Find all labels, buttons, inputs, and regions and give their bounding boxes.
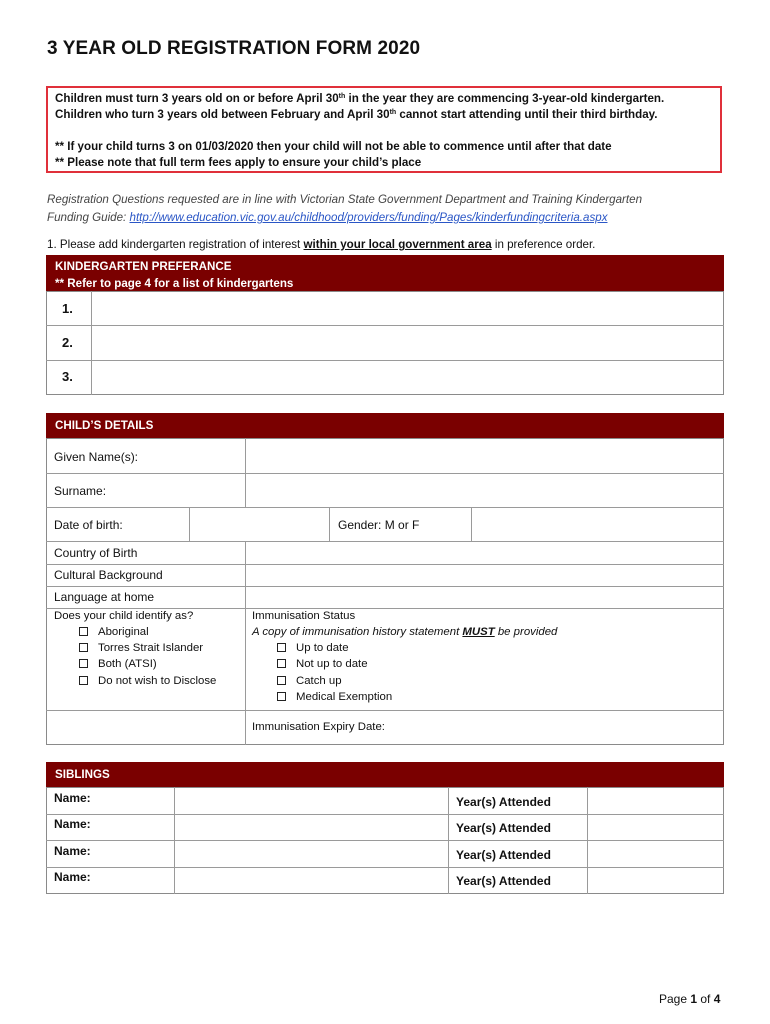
option-label: Aboriginal xyxy=(98,626,149,638)
kindergarten-header-note: ** Refer to page 4 for a list of kindergartens xyxy=(55,277,294,290)
eligibility-notice xyxy=(46,86,722,173)
question-1 xyxy=(47,238,595,251)
total-pages: 4 xyxy=(713,992,721,1006)
option-label: Not up to date xyxy=(296,658,368,670)
row-divider xyxy=(46,710,724,711)
column-divider xyxy=(174,787,175,894)
column-divider xyxy=(587,787,588,894)
given-name-field[interactable] xyxy=(247,440,722,472)
gender-field[interactable] xyxy=(473,509,722,540)
immunisation-note-text: A copy of immunisation history statement xyxy=(252,626,463,638)
blank-cell xyxy=(48,712,244,744)
immunisation-note xyxy=(252,626,557,638)
sibling-3-years-label: Year(s) Attended xyxy=(456,848,551,862)
kindergarten-row-divider xyxy=(46,325,724,326)
option-label: Do not wish to Disclose xyxy=(98,675,217,687)
notice-line-1 xyxy=(55,92,664,105)
preference-2-label: 2. xyxy=(62,335,73,350)
row-divider xyxy=(46,608,724,609)
notice-line-2 xyxy=(55,108,657,121)
notice-line-1-text: Children must turn 3 years old on or before April 30 xyxy=(55,92,339,105)
notice-line-2-sup: th xyxy=(389,109,397,116)
identify-option-aboriginal[interactable] xyxy=(79,626,149,638)
surname-field[interactable] xyxy=(247,475,722,506)
sibling-1-years-label: Year(s) Attended xyxy=(456,795,551,809)
option-label: Both (ATSI) xyxy=(98,658,157,670)
immunisation-option-not-up-to-date[interactable] xyxy=(277,658,368,670)
sibling-3-name-field[interactable] xyxy=(176,842,447,866)
kindergarten-header-title: KINDERGARTEN PREFERANCE xyxy=(55,260,232,273)
date-of-birth-label: Date of birth: xyxy=(54,518,123,532)
date-of-birth-field[interactable] xyxy=(191,509,328,540)
preference-3-field[interactable] xyxy=(93,362,722,394)
row-divider xyxy=(46,507,724,508)
row-divider xyxy=(46,541,724,542)
checkbox[interactable] xyxy=(277,659,286,668)
sibling-1-name-label: Name: xyxy=(54,791,91,805)
siblings-header: SIBLINGS xyxy=(46,762,724,788)
current-page: 1 xyxy=(690,992,698,1006)
sibling-4-years-label: Year(s) Attended xyxy=(456,874,551,888)
checkbox[interactable] xyxy=(277,692,286,701)
row-divider xyxy=(46,564,724,565)
sibling-4-years-field[interactable] xyxy=(589,869,722,893)
cultural-background-label: Cultural Background xyxy=(54,568,163,582)
column-divider xyxy=(448,787,449,894)
identify-option-not-disclose[interactable] xyxy=(79,675,216,687)
page-prefix: Page xyxy=(659,992,691,1006)
country-of-birth-label: Country of Birth xyxy=(54,546,138,560)
question-1-suffix: in preference order. xyxy=(491,238,596,251)
given-name-label: Given Name(s): xyxy=(54,450,139,464)
immunisation-status-label: Immunisation Status xyxy=(252,610,356,622)
sibling-3-years-field[interactable] xyxy=(589,842,722,866)
immunisation-note-must: MUST xyxy=(462,626,495,638)
row-divider xyxy=(46,867,724,868)
immunisation-expiry-label: Immunisation Expiry Date: xyxy=(252,721,385,733)
checkbox[interactable] xyxy=(277,643,286,652)
checkbox[interactable] xyxy=(79,643,88,652)
row-divider xyxy=(46,586,724,587)
column-divider xyxy=(189,507,190,541)
sibling-2-years-field[interactable] xyxy=(589,816,722,839)
identify-option-both[interactable] xyxy=(79,658,157,670)
preference-1-label: 1. xyxy=(62,301,73,316)
notice-line-2-text: Children who turn 3 years old between February and April 30 xyxy=(55,108,390,121)
gender-label: Gender: M or F xyxy=(338,518,420,532)
notice-line-2-text-end: cannot start attending until their third birthday. xyxy=(396,108,658,121)
option-label: Medical Exemption xyxy=(296,691,393,703)
column-divider xyxy=(245,438,246,507)
preference-3-label: 3. xyxy=(62,369,73,384)
immunisation-option-medical-exemption[interactable] xyxy=(277,691,392,703)
page-number xyxy=(659,992,720,1006)
row-divider xyxy=(46,840,724,841)
sibling-3-name-label: Name: xyxy=(54,844,91,858)
notice-line-1-sup: th xyxy=(338,93,346,100)
cultural-background-field[interactable] xyxy=(247,566,722,585)
page-title: 3 YEAR OLD REGISTRATION FORM 2020 xyxy=(47,38,421,59)
option-label: Catch up xyxy=(296,675,342,687)
column-divider xyxy=(245,541,246,745)
sibling-2-years-label: Year(s) Attended xyxy=(456,821,551,835)
option-label: Torres Strait Islander xyxy=(98,642,204,654)
notice-line-3: ** If your child turns 3 on 01/03/2020 then your child will not be able to commence until after that date xyxy=(55,140,612,153)
kindergarten-header xyxy=(46,255,724,292)
immunisation-option-catch-up[interactable] xyxy=(277,675,342,687)
identify-question: Does your child identify as? xyxy=(54,610,194,622)
notice-line-4: ** Please note that full term fees apply to ensure your child’s place xyxy=(55,156,422,169)
sibling-1-name-field[interactable] xyxy=(176,789,447,813)
identify-option-torres-strait[interactable] xyxy=(79,642,203,654)
intro-line-1: Registration Questions requested are in line with Victorian State Government Department and Training Kindergarten xyxy=(47,193,643,206)
surname-label: Surname: xyxy=(54,484,107,498)
immunisation-option-up-to-date[interactable] xyxy=(277,642,349,654)
kindergarten-row-divider xyxy=(46,360,724,361)
country-of-birth-field[interactable] xyxy=(247,543,722,563)
immunisation-note-end: be provided xyxy=(494,626,558,638)
intro-line-2 xyxy=(47,211,608,224)
kindergarten-column-divider xyxy=(91,291,92,395)
sibling-2-name-field[interactable] xyxy=(176,816,447,839)
intro-prefix: Funding Guide: xyxy=(47,211,130,224)
funding-guide-link[interactable]: http://www.education.vic.gov.au/childhood/providers/funding/Pages/kinderfundingcriteria.aspx xyxy=(129,211,608,224)
column-divider xyxy=(329,507,330,541)
question-1-prefix: 1. Please add kindergarten registration of interest xyxy=(47,238,304,251)
child-details-header: CHILD’S DETAILS xyxy=(46,413,724,439)
row-divider xyxy=(46,814,724,815)
sibling-4-name-field[interactable] xyxy=(176,869,447,893)
sibling-1-years-field[interactable] xyxy=(589,789,722,813)
checkbox[interactable] xyxy=(79,627,88,636)
language-at-home-field[interactable] xyxy=(247,588,722,607)
sibling-2-name-label: Name: xyxy=(54,817,91,831)
option-label: Up to date xyxy=(296,642,349,654)
notice-line-1-text-end: in the year they are commencing 3-year-old kindergarten. xyxy=(345,92,665,105)
preference-1-field[interactable] xyxy=(93,293,722,324)
sibling-4-name-label: Name: xyxy=(54,870,91,884)
checkbox[interactable] xyxy=(79,659,88,668)
question-1-emphasis: within your local government area xyxy=(303,238,492,251)
language-at-home-label: Language at home xyxy=(54,590,155,604)
column-divider xyxy=(471,507,472,541)
row-divider xyxy=(46,473,724,474)
page-separator: of xyxy=(697,992,714,1006)
preference-2-field[interactable] xyxy=(93,327,722,359)
checkbox[interactable] xyxy=(277,676,286,685)
checkbox[interactable] xyxy=(79,676,88,685)
